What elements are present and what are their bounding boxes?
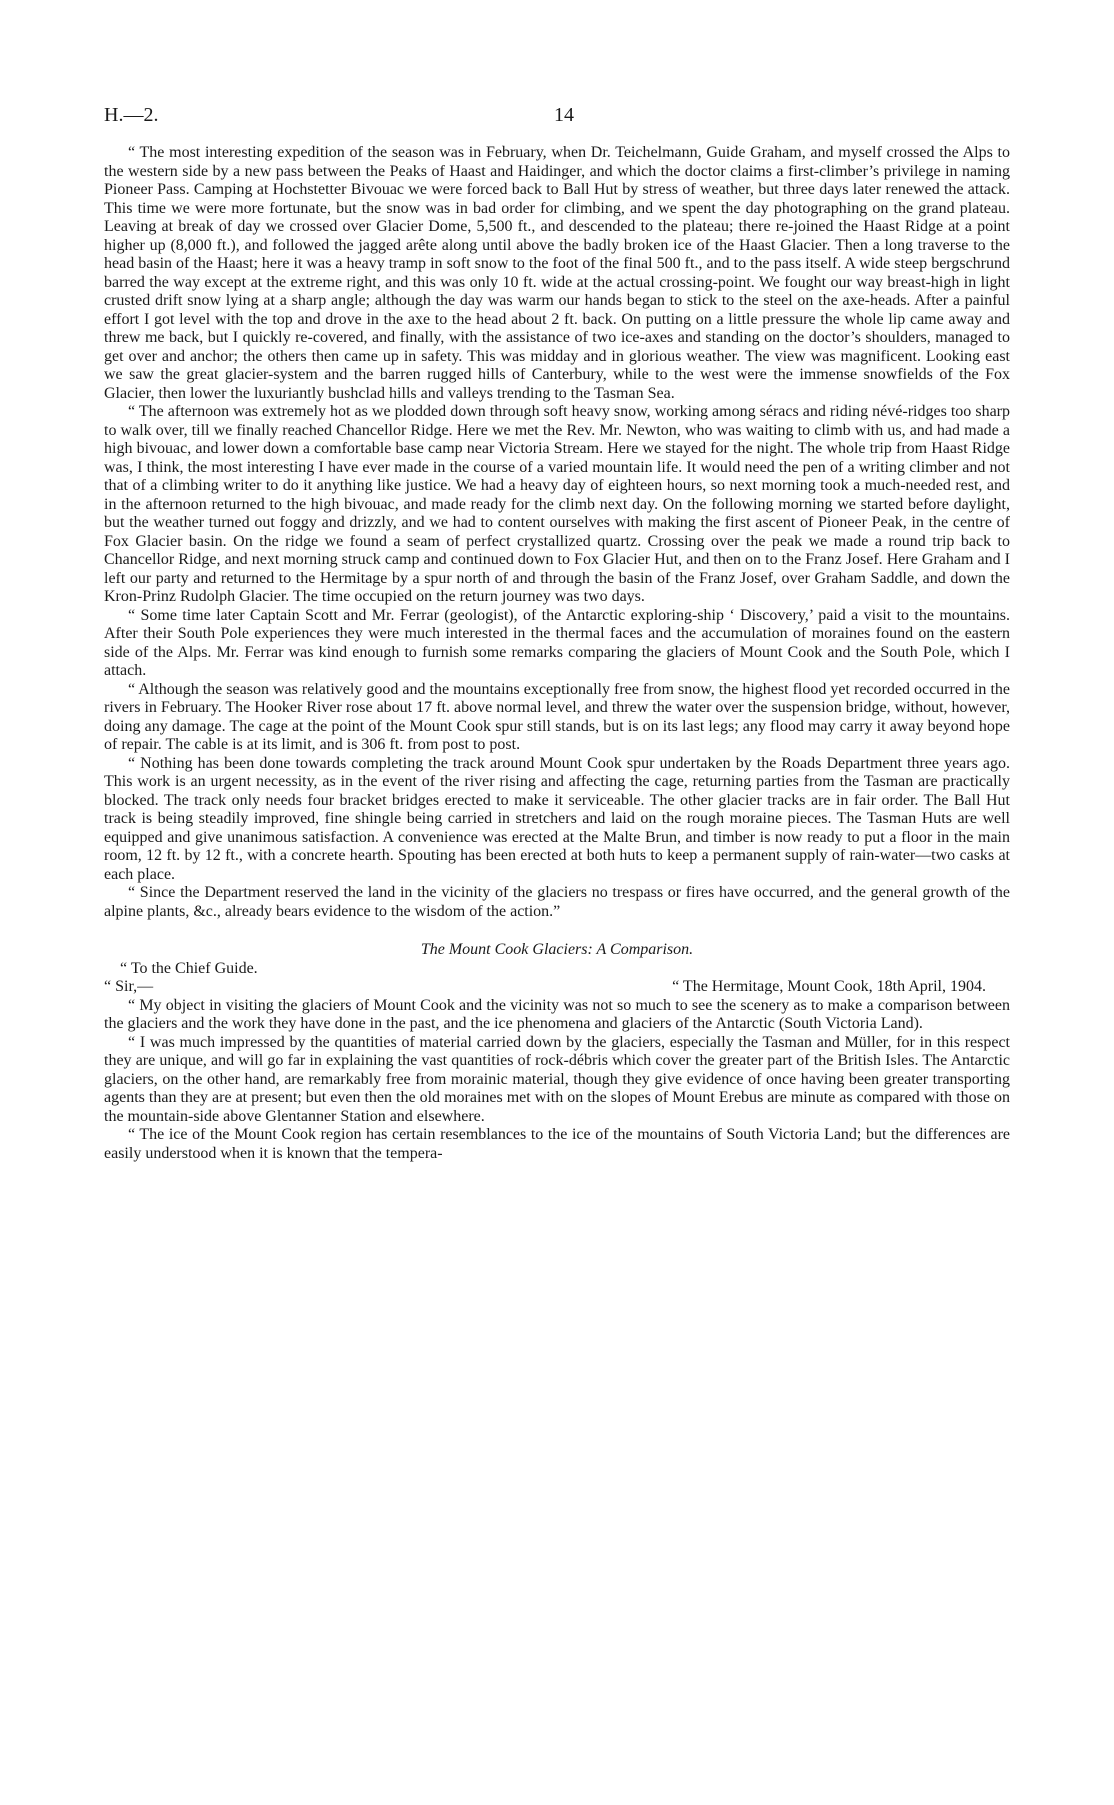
paragraph-captain-scott: “ Some time later Captain Scott and Mr. Ferrar (geologist), of the Antarctic exploring-ship ‘ Discovery,’ paid a visit to the mountains. After their South Pole experiences they were much interested in the thermal faces and the accumulation of moraines found on the eastern side of the Alps. Mr. Ferrar was kind enough to furnish some remarks comparing the glaciers of Mount Cook and the South Pole, which I attach. bbox=[104, 606, 1010, 679]
document-reference: H.—2. bbox=[104, 104, 159, 126]
letter-address: “ The Hermitage, Mount Cook, 18th April, 1904. bbox=[672, 978, 986, 995]
letter-salutation-row bbox=[104, 978, 1010, 997]
paragraph-afternoon: “ The afternoon was extremely hot as we plodded down through soft heavy snow, working among séracs and riding névé-ridges too sharp to walk over, till we finally reached Chancellor Ridge. Here we met the Rev. Mr. Newton, who was waiting to climb with us, and had made a high bivouac, and lower down a comfortable base camp near Victoria Stream. Here we stayed for the night. The whole trip from Haast Ridge was, I think, the most interesting I have ever made in the course of a varied mountain life. It would need the pen of a writing climber and not that of a climbing writer to do it anything like justice. We had a heavy day of eighteen hours, so next morning took a much-needed rest, and in the afternoon returned to the high bivouac, and made ready for the climb next day. On the following morning we started before daylight, but the weather turned out foggy and drizzly, and we had to content ourselves with making the first ascent of Pioneer Peak, in the centre of Fox Glacier basin. On the ridge we found a seam of perfect crystallized quartz. Crossing over the peak we made a round trip back to Chancellor Ridge, and next morning struck camp and continued down to Fox Glacier Hut, and then on to the Franz Josef. Here Graham and I left our party and returned to the Hermitage by a spur north of and through the basin of the Franz Josef, over Graham Saddle, and down the Kron-Prinz Rudolph Glacier. The time occupied on the return journey was two days. bbox=[104, 403, 1010, 605]
letter-addressee: “ To the Chief Guide. bbox=[120, 959, 258, 977]
paragraph-reserve: “ Since the Department reserved the land in the vicinity of the glaciers no trespass or fires have occurred, and the general growth of the alpine plants, &c., already bears evidence to the wisdom of the action.” bbox=[104, 884, 1010, 920]
page-header bbox=[104, 104, 1010, 128]
paragraph-flood: “ Although the season was relatively good and the mountains exceptionally free from snow, the highest flood yet recorded occurred in the rivers in February. The Hooker River rose about 17 ft. above normal level, and threw the water over the suspension bridge, without, however, doing any damage. The cage at the point of the Mount Cook spur still stands, but is on its last legs; any flood may carry it away beyond hope of repair. The cable is at its limit, and is 306 ft. from post to post. bbox=[104, 680, 1010, 753]
letter-paragraph-material: “ I was much impressed by the quantities of material carried down by the glaciers, especially the Tasman and Müller, for in this respect they are unique, and will go far in explaining the vast quantities of rock-débris which cover the greater part of the British Isles. The Antarctic glaciers, on the other hand, are remarkably free from morainic material, though they give evidence of once having been greater transporting agents than they are at present; but even then the old moraines met with on the slopes of Mount Erebus are minute as compared with those on the mountain-side above Glentanner Station and elsewhere. bbox=[104, 1033, 1010, 1125]
letter-title: The Mount Cook Glaciers: A Comparison. bbox=[420, 941, 694, 958]
report-body bbox=[104, 144, 1010, 1163]
letter-paragraph-object: “ My object in visiting the glaciers of Mount Cook and the vicinity was not so much to see the scenery as to make a comparison between the glaciers and the work they have done in the past, and the ice phenomena and glaciers of the Antarctic (South Victoria Land). bbox=[104, 996, 1010, 1032]
paragraph-track: “ Nothing has been done towards completing the track around Mount Cook spur undertaken by the Roads Department three years ago. This work is an urgent necessity, as in the event of the river rising and affecting the cage, returning parties from the Tasman are practically blocked. The track only needs four bracket bridges erected to make it serviceable. The other glacier tracks are in fair order. The Ball Hut track is being steadily improved, fine shingle being carried in stretchers and laid on the rough moraine pieces. The Tasman Huts are well equipped and give unanimous satisfaction. A convenience was erected at the Malte Brun, and timber is now ready to put a floor in the main room, 12 ft. by 12 ft., with a concrete hearth. Spouting has been erected at both huts to keep a permanent supply of rain-water—two casks at each place. bbox=[104, 754, 1010, 883]
letter-salutation: “ Sir,— bbox=[104, 978, 154, 995]
page-number: 14 bbox=[554, 104, 574, 126]
paragraph-pioneer-pass: “ The most interesting expedition of the season was in February, when Dr. Teichelmann, Guide Graham, and myself crossed the Alps to the western side by a new pass between the Peaks of Haast and Haidinger, and which the doctor claims a first-climber’s privilege in naming Pioneer Pass. Camping at Hochstetter Bivouac we were forced back to Ball Hut by stress of weather, but three days later renewed the attack. This time we were more fortunate, but the snow was in bad order for climbing, and we spent the day photographing on the grand plateau. Leaving at break of day we crossed over Glacier Dome, 5,500 ft., and descended to the plateau; there re-joined the Haast Ridge at a point higher up (8,000 ft.), and followed the jagged arête along until above the badly broken ice of the Haast Glacier. Then a long traverse to the head basin of the Haast; here it was a heavy tramp in soft snow to the foot of the final 500 ft., and to the pass itself. A wide steep bergschrund barred the way except at the extreme right, and this was only 10 ft. wide at the actual crossing-point. We fought our way breast-high in light crusted drift snow lying at a sharp angle; although the day was warm our hands began to stick to the steel on the axe-heads. After a painful effort I got level with the top and drove in the axe to the head about 2 ft. back. On putting on a little pressure the whole lip came away and threw me back, but I quickly re-covered, and finally, with the assistance of two ice-axes and standing on the doctor’s shoulders, managed to get over and anchor; the others then came up in safety. This was midday and in glorious weather. The view was magnificent. Looking east we saw the great glacier-system and the barren rugged hills of Canterbury, while to the west were the immense snowfields of the Fox Glacier, then lower the luxuriantly bushclad hills and valleys trending to the Tasman Sea. bbox=[104, 144, 1010, 402]
letter-paragraph-ice: “ The ice of the Mount Cook region has certain resemblances to the ice of the mountains of South Victoria Land; but the differences are easily understood when it is known that the tempera- bbox=[104, 1126, 1010, 1162]
